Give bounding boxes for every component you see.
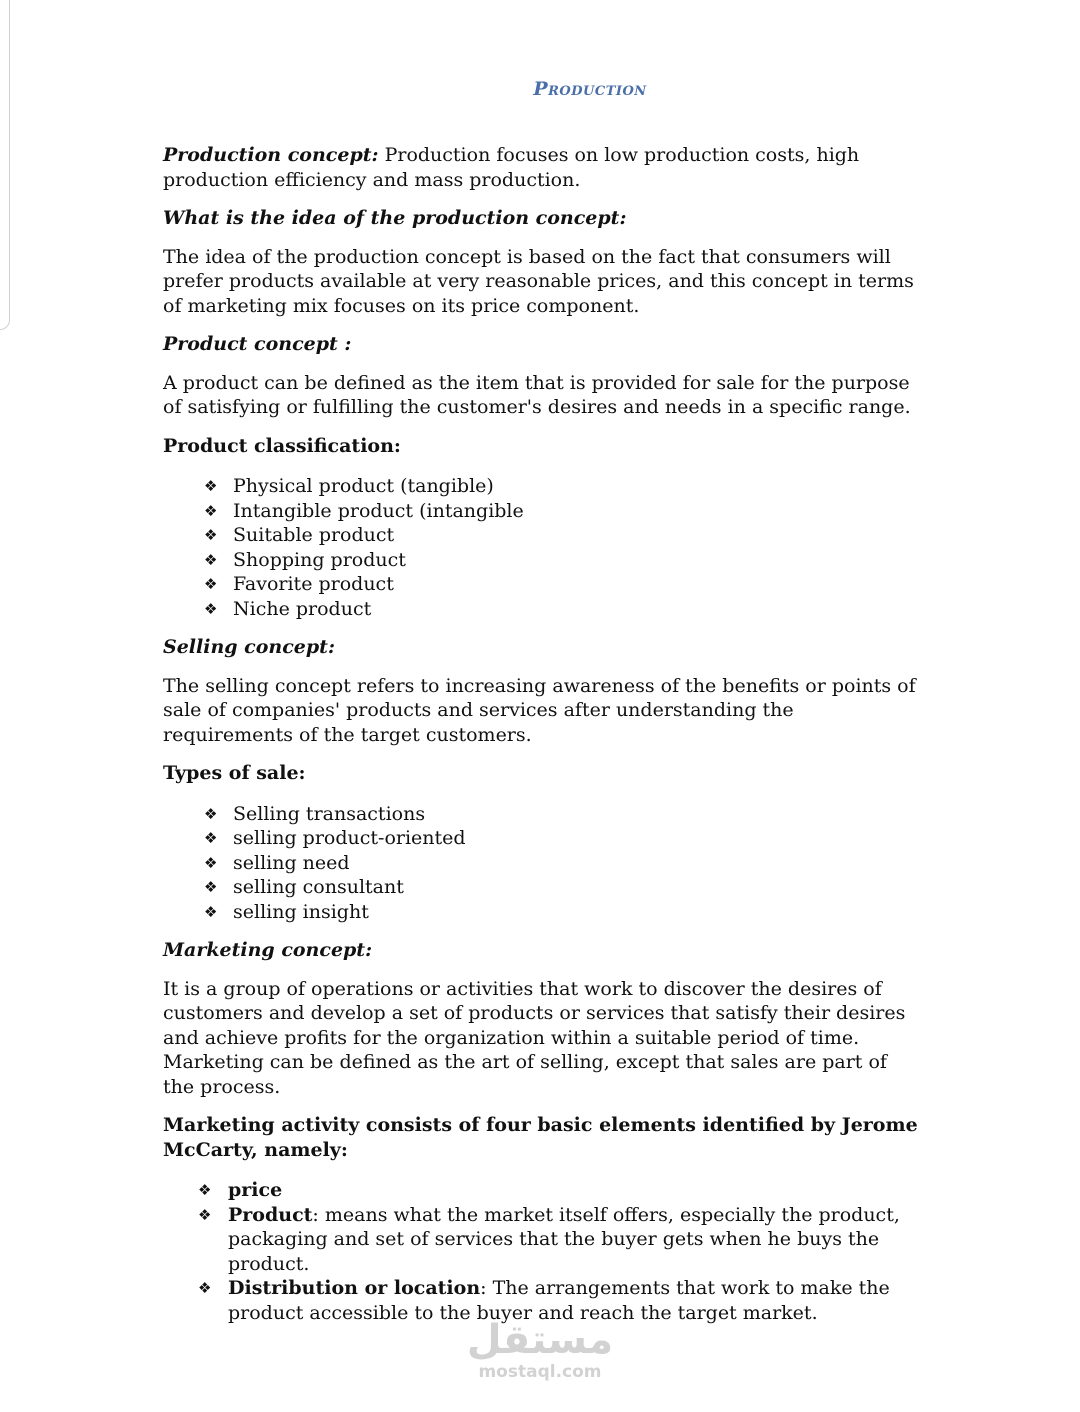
idea-paragraph: The idea of the production concept is based on the fact that consumers will prefer products available at very reasonable prices, and this concept in terms of marketing mix focuses on its price component. <box>163 245 914 317</box>
types-heading: Types of sale: <box>163 762 306 784</box>
elements-list <box>163 1178 923 1325</box>
diamond-bullet-icon: ❖ <box>204 878 218 896</box>
diamond-bullet-icon: ❖ <box>198 1279 212 1297</box>
diamond-bullet-icon: ❖ <box>204 853 218 872</box>
list-item: ❖ Niche product <box>204 597 372 620</box>
list-item: ❖ Product: means what the market itself offers, especially the product, packaging and set of services that the buyer gets when he buys the product. <box>198 1203 900 1275</box>
list-item: ❖ price <box>198 1179 283 1201</box>
classification-heading: Product classification: <box>163 434 401 457</box>
watermark-arabic-text: مستقل <box>466 1317 614 1363</box>
diamond-bullet-icon: ❖ <box>204 829 218 847</box>
types-list <box>163 802 923 925</box>
list-item: ❖ selling product-oriented <box>204 827 466 849</box>
diamond-bullet-icon: ❖ <box>204 804 218 823</box>
list-item: ❖ selling consultant <box>204 876 404 898</box>
document-body <box>163 143 923 1325</box>
document-title: Production <box>533 78 647 100</box>
list-item: ❖ Physical product (tangible) <box>204 475 494 497</box>
elements-heading: Marketing activity consists of four basic elements identified by Jerome McCarty, namely: <box>163 1114 918 1161</box>
diamond-bullet-icon: ❖ <box>204 477 218 495</box>
list-item: ❖ Intangible product (intangible <box>204 499 524 522</box>
marketing-concept-paragraph: It is a group of operations or activities that work to discover the desires of customers and develop a set of products or services that satisfy their desires and achieve profits for the organization within a suitable period of time. Marketing can be defined as the art of selling, except that sales are part of the process. <box>163 977 906 1098</box>
mostaql-watermark <box>440 1318 640 1382</box>
diamond-bullet-icon: ❖ <box>204 501 218 520</box>
diamond-bullet-icon: ❖ <box>204 575 218 593</box>
diamond-bullet-icon: ❖ <box>204 902 218 921</box>
marketing-concept-heading: Marketing concept: <box>163 939 373 961</box>
production-concept-text: Production focuses on low production costs, high production efficiency and mass production. <box>163 144 860 191</box>
diamond-bullet-icon: ❖ <box>204 599 218 618</box>
list-item: ❖ Suitable product <box>204 524 395 546</box>
production-concept-term: Production concept: <box>163 144 379 166</box>
list-item: ❖ selling insight <box>204 900 369 923</box>
selling-concept-heading: Selling concept: <box>163 636 335 658</box>
list-item: ❖ Selling transactions <box>204 802 426 825</box>
list-item: ❖ Distribution or location: The arrangements that work to make the product accessible to the buyer and reach the target market. <box>198 1277 890 1324</box>
production-concept-paragraph <box>163 143 923 192</box>
diamond-bullet-icon: ❖ <box>204 526 218 544</box>
product-concept-heading: Product concept : <box>163 333 352 355</box>
list-item: ❖ selling need <box>204 851 350 874</box>
idea-heading: What is the idea of the production concept: <box>163 207 627 229</box>
diamond-bullet-icon: ❖ <box>204 550 218 569</box>
diamond-bullet-icon: ❖ <box>198 1181 212 1199</box>
watermark-latin-text: mostaql.com <box>478 1362 602 1382</box>
product-concept-paragraph: A product can be defined as the item that is provided for sale for the purpose of satisfying or fulfilling the customer's desires and needs in a specific range. <box>163 371 911 418</box>
diamond-bullet-icon: ❖ <box>198 1205 212 1224</box>
list-item: ❖ Favorite product <box>204 573 394 595</box>
classification-list <box>163 474 923 621</box>
selling-concept-paragraph: The selling concept refers to increasing awareness of the benefits or points of sale of companies' products and services after understanding the requirements of the target customers. <box>163 674 916 746</box>
page-margin-edge <box>0 0 10 330</box>
list-item: ❖ Shopping product <box>204 548 406 571</box>
